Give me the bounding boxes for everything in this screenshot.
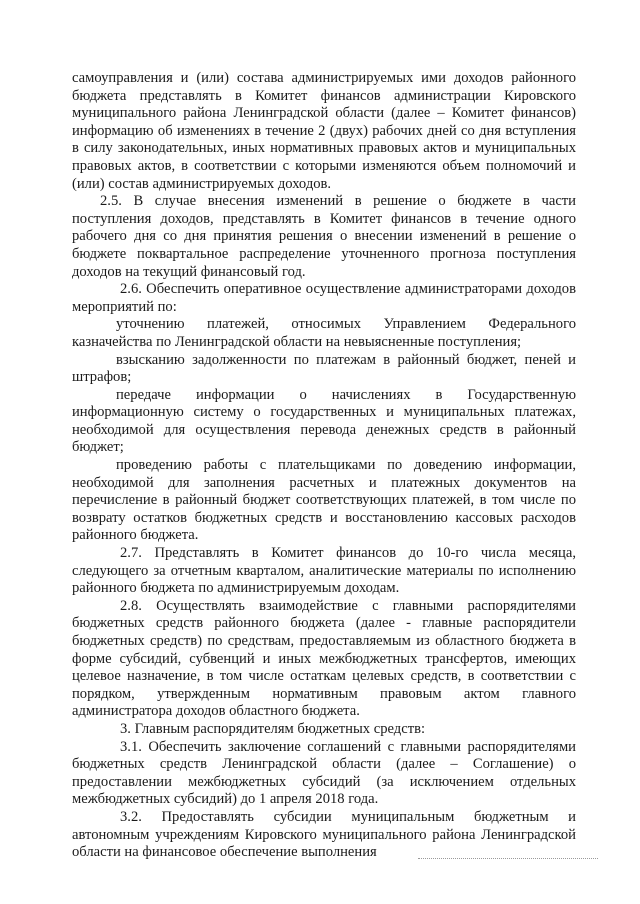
paragraph-2-7: 2.7. Представлять в Комитет финансов до 10-го числа месяца, следующего за отчетным кварталом, аналитические материалы по исполнению районного бюджета по администрируемым доходам. bbox=[72, 545, 576, 597]
paragraph-2-5: 2.5. В случае внесения изменений в решение о бюджете в части поступления доходов, представлять в Комитет финансов в течение одного рабочего дня со дня принятия решения о внесении изменений в решение о бюджете поквартальное распределение уточненного прогноза поступления доходов на текущий финансовый год. bbox=[72, 193, 576, 280]
document-body bbox=[72, 70, 576, 862]
scan-artifact-line bbox=[418, 858, 598, 859]
paragraph-continuation: самоуправления и (или) состава администрируемых ими доходов районного бюджета представлять в Комитет финансов администрации Кировского муниципального района Ленинградской области (далее – Комитет финансов) информацию об изменениях в течение 2 (двух) рабочих дней со дня вступления в силу законодательных, иных нормативных правовых актов и муниципальных правовых актов, в соответствии с которыми изменяются объем полномочий и (или) состав администрируемых доходов. bbox=[72, 70, 576, 192]
section-3-heading: 3. Главным распорядителям бюджетных средств: bbox=[120, 720, 426, 737]
list-item-information-transfer: передаче информации о начислениях в Государственную информационную систему о государственных и муниципальных платежах, необходимой для осуществления перевода денежных средств в районный бюджет; bbox=[72, 386, 576, 456]
list-item-clarification: уточнению платежей, относимых Управлением Федерального казначейства по Ленинградской области на невыясненные поступления; bbox=[72, 316, 576, 350]
paragraph-2-8: 2.8. Осуществлять взаимодействие с главными распорядителями бюджетных средств районного бюджета (далее - главные распорядители бюджетных средств) по средствам, предоставляемым из областного бюджета в форме субсидий, субвенций и иных межбюджетных трансфертов, имеющих целевое назначение, в том числе остаткам целевых средств, в соответствии с порядком, утвержденным нормативным правовым актом главного администратора доходов областного бюджета. bbox=[72, 597, 576, 720]
paragraph-2-6: 2.6. Обеспечить оперативное осуществление администраторами доходов мероприятий по: bbox=[72, 281, 576, 315]
list-item-payer-work: проведению работы с плательщиками по доведению информации, необходимой для заполнения расчетных и платежных документов на перечисление в районный бюджет соответствующих платежей, в том числе по возврату остатков бюджетных средств и восстановлению кассовых расходов районного бюджета. bbox=[72, 457, 576, 544]
list-item-collection: взысканию задолженности по платежам в районный бюджет, пеней и штрафов; bbox=[72, 351, 576, 386]
paragraph-3-2: 3.2. Предоставлять субсидии муниципальным бюджетным и автономным учреждениям Кировского муниципального района Ленинградской области на финансовое обеспечение выполнения bbox=[72, 808, 576, 861]
paragraph-3-1: 3.1. Обеспечить заключение соглашений с главными распорядителями бюджетных средств Ленинградской области (далее – Соглашение) о предоставлении межбюджетных субсидий (за исключением отдельных межбюджетных субсидий) до 1 апреля 2018 года. bbox=[72, 738, 576, 808]
